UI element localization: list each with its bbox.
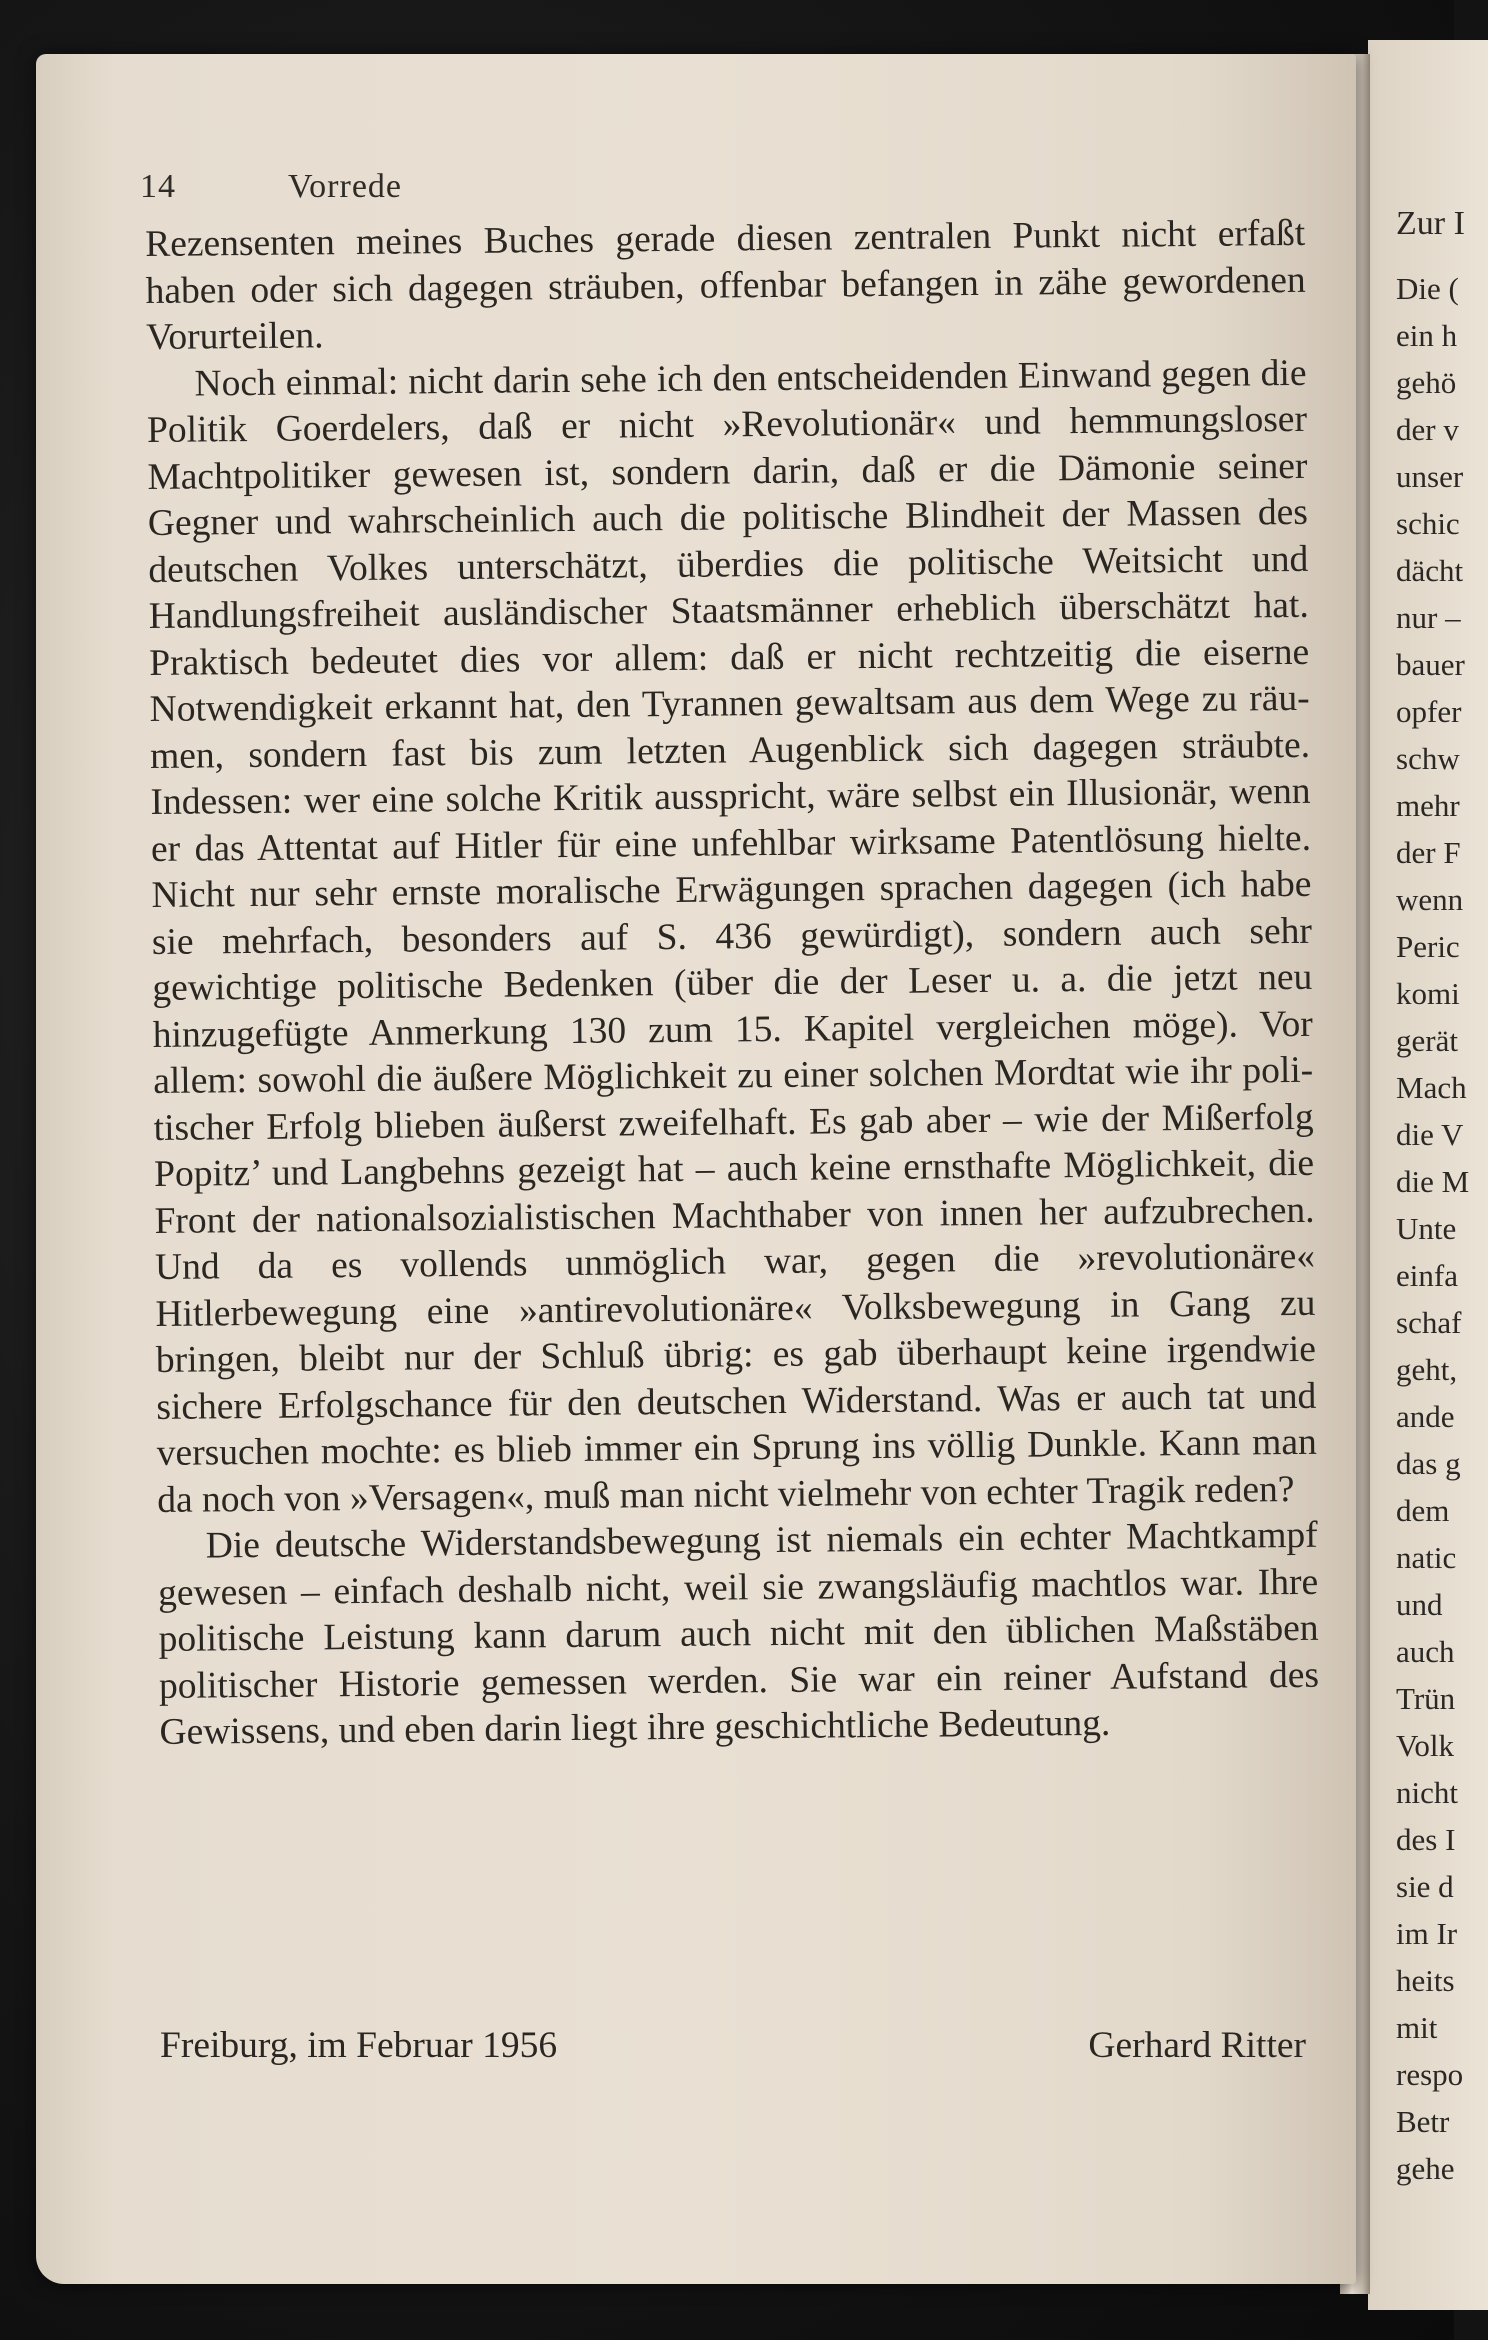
right-page-line: nur – (1396, 600, 1461, 635)
right-page-line: das g (1396, 1446, 1461, 1481)
right-page-line: nicht (1396, 1775, 1458, 1810)
right-page-line: Unte (1396, 1211, 1457, 1246)
right-page-line: gehe (1396, 2151, 1455, 2186)
right-page-line: ein h (1396, 318, 1458, 353)
right-page-line: sie d (1396, 1869, 1454, 1904)
running-title: Vorrede (288, 168, 402, 205)
right-page-line: der F (1396, 835, 1461, 870)
right-page-line: dächt (1396, 553, 1464, 588)
right-page-line: respo (1396, 2057, 1464, 2092)
right-page-line: schaf (1396, 1305, 1462, 1340)
right-page-line: einfa (1396, 1258, 1458, 1293)
paragraph-2: Noch einmal: nicht darin sehe ich den entscheidenden Einwand gegen die Politik Goerdelers, daß er nicht »Revolutionär« und hemmungsloser Machtpolitiker gewesen ist, sondern darin, daß er die Dämonie seiner Gegner und wahrscheinlich auch die politische Blindheit der Massen des deutschen Volkes unterschätzt, überdies die politische Weitsicht und Handlungsfreiheit ausländischer Staatsmänner erheblich überschätzt hat. Praktisch bedeutet dies vor allem: daß er nicht rechtzeitig die eiserne Notwendigkeit erkannt hat, den Tyrannen gewaltsam aus dem Wege zu räumen, sondern fast bis zum letzten Augenblick sich dagegen sträubte. Indessen: wer eine solche Kritik ausspricht, wäre selbst ein Illusionär, wenn er das Attentat auf Hitler für eine unfehlbar wirksame Patentlösung hielte. Nicht nur sehr ernste moralische Erwägungen sprachen dagegen (ich habe sie mehrfach, besonders auf S. 436 gewürdigt), sondern auch sehr gewichtige politische Bedenken (über die der Leser u. a. die jetzt neu hinzugefügte Anmerkung 130 zum 15. Kapitel vergleichen möge). Vor allem: sowohl die äußere Möglichkeit zu einer solchen Mordtat wie ihr politischer Erfolg blieben äußerst zweifelhaft. Es gab aber – wie der Mißerfolg Popitz’ und Langbehns gezeigt hat – auch keine ernsthafte Möglichkeit, die Front der nationalsozialistischen Machthaber von innen her aufzubrechen. Und da es vollends unmöglich war, gegen die »revolutionäre« Hitlerbewegung eine »antirevolutionäre« Volksbewegung in Gang zu bringen, bleibt nur der Schluß übrig: es gab überhaupt keine irgendwie sichere Erfolgschance für den deutschen Widerstand. Was er auch tat und versuchen mochte: es blieb immer ein Sprung ins völlig Dunkle. Kann man da noch von »Versagen«, muß man nicht vielmehr von echter Tragik reden? (146, 352, 1317, 1521)
right-page-fragments (1396, 200, 1469, 2192)
right-page-line: bauer (1396, 647, 1465, 682)
right-page-line: ande (1396, 1399, 1455, 1434)
right-page-line: komi (1396, 976, 1460, 1011)
right-page-line: Trün (1396, 1681, 1456, 1716)
right-page-line: dem (1396, 1493, 1450, 1528)
signature-line (160, 2024, 1306, 2067)
right-page-line: im Ir (1396, 1916, 1458, 1951)
paragraph-1: Rezensenten meines Buches gerade diesen zentralen Punkt nicht erfaßt haben oder sich dagegen sträuben, offenbar befangen in zähe gewordenen Vorurteilen. (145, 212, 1306, 358)
right-page-running-head: Zur I (1396, 205, 1465, 242)
right-page-line: schic (1396, 506, 1460, 541)
right-page-line: gehö (1396, 365, 1457, 400)
right-page-line: Mach (1396, 1070, 1467, 1105)
place-date: Freiburg, im Februar 1956 (160, 2025, 558, 2066)
right-page-line: heits (1396, 1963, 1455, 1998)
right-page-line: der v (1396, 412, 1459, 447)
author-name: Gerhard Ritter (1088, 2025, 1306, 2066)
right-page-line: geht, (1396, 1352, 1458, 1387)
right-page-line: Betr (1396, 2104, 1450, 2139)
right-page-line: mehr (1396, 788, 1460, 823)
page-number: 14 (140, 168, 176, 205)
right-page-line: die V (1396, 1117, 1464, 1152)
right-page-line: schw (1396, 741, 1460, 776)
right-page-line: unser (1396, 459, 1464, 494)
right-page-line: auch (1396, 1634, 1455, 1669)
right-page-line: mit (1396, 2010, 1438, 2045)
right-page-line: und (1396, 1587, 1443, 1622)
right-page-line: des I (1396, 1822, 1456, 1857)
body-text (145, 211, 1320, 1757)
right-page-line: opfer (1396, 694, 1462, 729)
right-page-line: Volk (1396, 1728, 1455, 1763)
right-page-line: gerät (1396, 1023, 1458, 1058)
right-page-line: die M (1396, 1164, 1470, 1199)
paragraph-3: Die deutsche Widerstandsbewegung ist niemals ein echter Machtkampf gewesen – einfach deshalb nicht, weil sie zwangsläufig machtlos war. Ihre politische Leistung kann darum auch nicht mit den üblichen Maßstäben politischer Historie gemessen werden. Sie war ein reiner Aufstand des Gewissens, und eben darin liegt ihre geschichtliche Bedeutung. (157, 1514, 1320, 1753)
right-page-line: Peric (1396, 929, 1460, 964)
right-page (1368, 40, 1488, 2310)
right-page-line: wenn (1396, 882, 1464, 917)
right-page-line: natic (1396, 1540, 1457, 1575)
right-page-line: Die ( (1396, 271, 1459, 306)
